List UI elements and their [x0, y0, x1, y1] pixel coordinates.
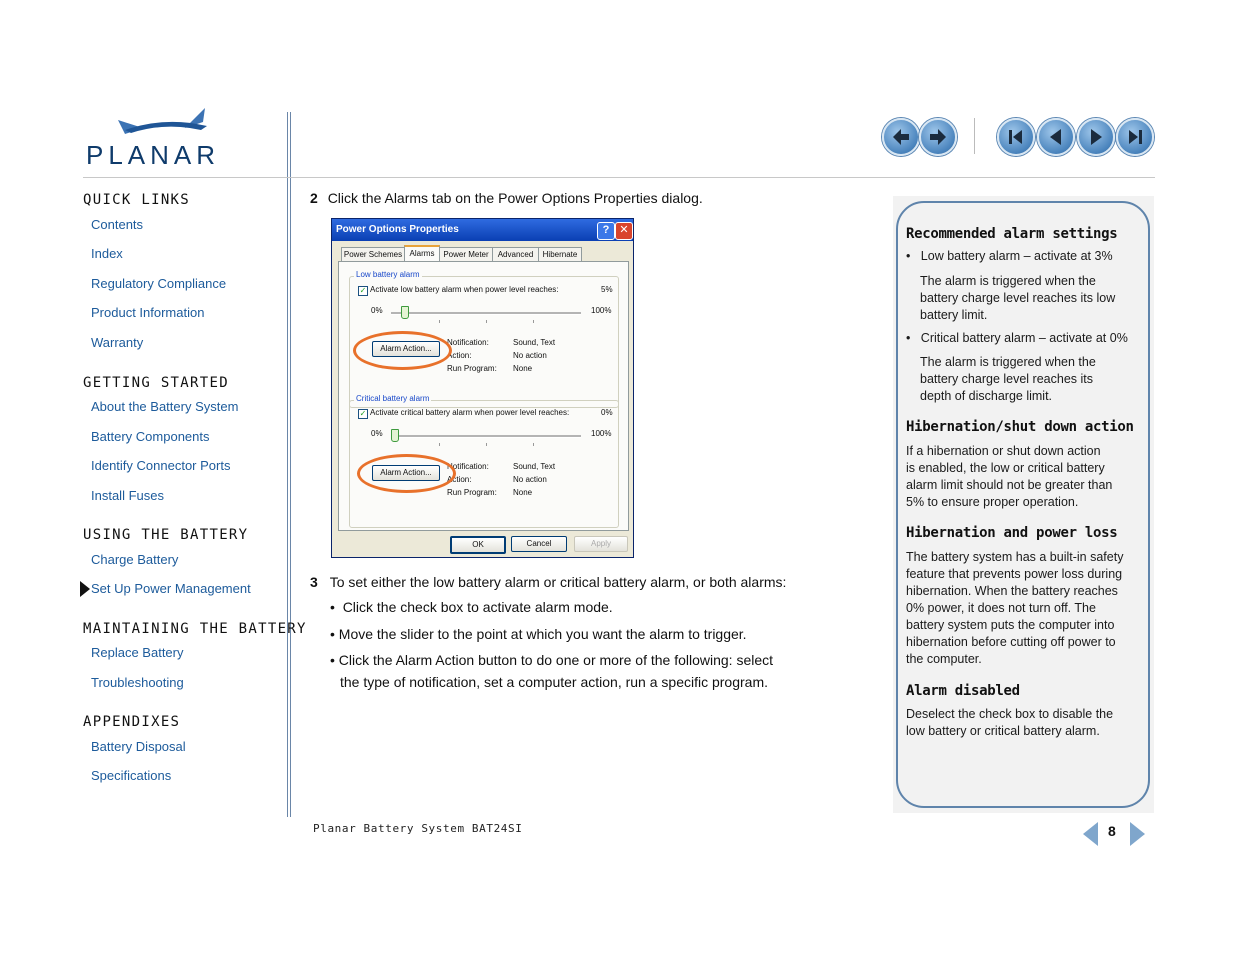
next-page-icon — [1085, 126, 1107, 148]
section-appendixes: APPENDIXES — [83, 714, 181, 730]
low-battery-checkbox: ✓ — [359, 286, 367, 295]
section-using-the-battery: USING THE BATTERY — [83, 527, 249, 543]
step-2-number: 2 — [310, 190, 318, 206]
power-loss-title: Hibernation and power loss — [906, 525, 1118, 541]
previous-page-button[interactable] — [1037, 118, 1075, 156]
critical-battery-slider-thumb — [391, 429, 399, 442]
note-line: Deselect the check box to disable the — [906, 707, 1114, 721]
slider-tick — [486, 443, 487, 446]
recommended-bullet-1-text: Low battery alarm – activate at 3% — [920, 249, 1113, 263]
page-number: 8 — [1108, 823, 1116, 839]
critical-battery-value: 0% — [601, 408, 613, 417]
link-replace-battery[interactable]: Replace Battery — [91, 645, 184, 660]
hibernation-shutdown-title: Hibernation/shut down action — [906, 419, 1134, 435]
low-battery-check-label: Activate low battery alarm when power level reaches: — [370, 285, 559, 294]
link-set-up-power-management[interactable]: Set Up Power Management — [91, 581, 251, 596]
recommended-text-2 — [920, 354, 1156, 405]
note-line: hibernation. When the battery reaches — [906, 584, 1118, 598]
critical-battery-max: 100% — [591, 429, 612, 438]
critical-battery-slider-track — [391, 435, 581, 438]
nav-separator — [974, 118, 975, 154]
alarm-disabled-title: Alarm disabled — [906, 683, 1020, 699]
tab-hibernate: Hibernate — [538, 247, 582, 262]
recommended-settings-title: Recommended alarm settings — [906, 226, 1118, 242]
note-line: hibernation before cutting off power to — [906, 635, 1116, 649]
step-3 — [310, 574, 786, 590]
logo-text: PLANAR — [86, 140, 221, 170]
link-about-battery-system[interactable]: About the Battery System — [91, 399, 239, 414]
link-battery-components[interactable]: Battery Components — [91, 429, 210, 444]
current-page-arrow-icon — [80, 581, 90, 597]
section-maintaining-the-battery: MAINTAINING THE BATTERY — [83, 621, 307, 637]
step-2-text: Click the Alarms tab on the Power Options Properties dialog. — [327, 190, 703, 206]
step-3-text: To set either the low battery alarm or critical battery alarm, or both alarms: — [329, 574, 787, 590]
last-page-button[interactable] — [1116, 118, 1154, 156]
low-battery-slider-track — [391, 312, 581, 315]
critical-action-label: Action: — [447, 475, 472, 484]
note-line: feature that prevents power loss during — [906, 567, 1123, 581]
low-battery-group-label: Low battery alarm — [356, 270, 420, 279]
critical-program-value: None — [513, 488, 533, 497]
link-charge-battery[interactable]: Charge Battery — [91, 552, 179, 567]
forward-button[interactable] — [919, 118, 957, 156]
step-3-bullet-3-cont: the type of notification, set a computer action, run a specific program. — [340, 674, 768, 690]
recommended-bullet-1: • Low battery alarm – activate at 3% — [906, 249, 1113, 263]
slider-tick — [486, 320, 487, 323]
step-3-bullet-2-text: Move the slider to the point at which you want the alarm to trigger. — [338, 626, 747, 642]
alarm-disabled-text — [906, 706, 1142, 740]
critical-alarm-action-button: Alarm Action... — [372, 465, 440, 481]
low-action-value: No action — [513, 351, 547, 360]
low-battery-slider-thumb — [401, 306, 409, 319]
low-battery-max: 100% — [591, 306, 612, 315]
dialog-title: Power Options Properties — [332, 219, 633, 241]
link-regulatory-compliance[interactable]: Regulatory Compliance — [91, 276, 227, 291]
low-notification-value: Sound, Text — [513, 338, 556, 347]
dialog-apply-button: Apply — [574, 536, 628, 552]
first-page-button[interactable] — [997, 118, 1035, 156]
help-title-button: ? — [597, 222, 615, 240]
highlight-ring-critical — [357, 454, 456, 493]
low-program-value: None — [513, 364, 533, 373]
slider-tick — [439, 443, 440, 446]
note-line: 5% to ensure proper operation. — [906, 495, 1079, 509]
forward-icon — [927, 126, 949, 148]
recommended-text-2-line: The alarm is triggered when the — [920, 355, 1096, 369]
note-line: is enabled, the low or critical battery — [906, 461, 1105, 475]
sidebar-divider-inner — [290, 112, 291, 817]
back-icon — [890, 126, 912, 148]
step-3-bullet-3-text: Click the Alarm Action button to do one or more of the following: select — [338, 652, 774, 668]
close-title-button: ✕ — [615, 222, 633, 240]
critical-battery-group-label: Critical battery alarm — [356, 394, 430, 403]
note-line: 0% power, it does not turn off. The — [906, 601, 1096, 615]
low-alarm-action-button: Alarm Action... — [372, 341, 440, 357]
link-troubleshooting[interactable]: Troubleshooting — [91, 675, 184, 690]
recommended-text-1 — [920, 273, 1156, 324]
tab-advanced: Advanced — [492, 247, 539, 262]
tab-power-meter: Power Meter — [439, 247, 493, 262]
recommended-bullet-2: • Critical battery alarm – activate at 0% — [906, 331, 1128, 345]
critical-action-value: No action — [513, 475, 547, 484]
step-3-number: 3 — [310, 574, 318, 590]
note-line: the computer. — [906, 652, 982, 666]
link-index[interactable]: Index — [91, 246, 123, 261]
critical-battery-check-label: Activate critical battery alarm when power level reaches: — [370, 408, 570, 417]
link-contents[interactable]: Contents — [91, 217, 144, 232]
previous-page-icon — [1045, 126, 1067, 148]
recommended-text-1-line: battery limit. — [920, 308, 988, 322]
tab-alarms: Alarms — [404, 245, 440, 263]
dialog-cancel-button: Cancel — [511, 536, 567, 552]
last-page-icon — [1124, 126, 1146, 148]
low-program-label: Run Program: — [447, 364, 497, 373]
critical-program-label: Run Program: — [447, 488, 497, 497]
step-3-bullet-1-text: Click the check box to activate alarm mode. — [342, 599, 613, 615]
dialog-ok-button: OK — [450, 536, 506, 554]
low-notification-label: Notification: — [447, 338, 489, 347]
note-line: battery system puts the computer into — [906, 618, 1115, 632]
low-battery-min: 0% — [371, 306, 383, 315]
critical-notification-value: Sound, Text — [513, 462, 556, 471]
recommended-bullet-2-text: Critical battery alarm – activate at 0% — [920, 331, 1128, 345]
slider-tick — [439, 320, 440, 323]
power-loss-text — [906, 549, 1142, 668]
recommended-text-2-line: battery charge level reaches its — [920, 372, 1094, 386]
section-getting-started: GETTING STARTED — [83, 375, 229, 391]
next-page-arrow-icon[interactable] — [1130, 822, 1145, 846]
step-3-bullet-1: • Click the check box to activate alarm mode. — [330, 599, 613, 615]
step-3-bullet-2: • Move the slider to the point at which you want the alarm to trigger. — [330, 626, 747, 642]
step-3-bullet-3: • Click the Alarm Action button to do one or more of the following: select — [330, 652, 774, 668]
hibernation-shutdown-text — [906, 443, 1142, 511]
link-warranty[interactable]: Warranty — [91, 335, 144, 350]
link-identify-connector-ports[interactable]: Identify Connector Ports — [91, 458, 231, 473]
note-line: alarm limit should not be greater than — [906, 478, 1113, 492]
note-line: If a hibernation or shut down action — [906, 444, 1101, 458]
footer-doc-title: Planar Battery System BAT24SI — [313, 822, 523, 835]
prev-page-arrow-icon[interactable] — [1083, 822, 1098, 846]
first-page-icon — [1005, 126, 1027, 148]
header-rule — [83, 177, 1155, 178]
low-action-label: Action: — [447, 351, 472, 360]
tab-power-schemes: Power Schemes — [341, 247, 405, 262]
power-options-dialog-screenshot — [331, 218, 634, 558]
section-quick-links: QUICK LINKS — [83, 192, 191, 208]
critical-battery-min: 0% — [371, 429, 383, 438]
recommended-text-1-line: The alarm is triggered when the — [920, 274, 1096, 288]
link-product-information[interactable]: Product Information — [91, 305, 205, 320]
slider-tick — [533, 443, 534, 446]
critical-battery-checkbox: ✓ — [359, 409, 367, 418]
low-battery-value: 5% — [601, 285, 613, 294]
link-install-fuses[interactable]: Install Fuses — [91, 488, 164, 503]
link-specifications[interactable]: Specifications — [91, 768, 172, 783]
note-line: low battery or critical battery alarm. — [906, 724, 1100, 738]
sidebar-divider — [287, 112, 288, 817]
slider-tick — [533, 320, 534, 323]
note-line: The battery system has a built-in safety — [906, 550, 1124, 564]
step-2 — [310, 190, 703, 206]
highlight-ring-low — [353, 331, 452, 370]
critical-notification-label: Notification: — [447, 462, 489, 471]
link-battery-disposal[interactable]: Battery Disposal — [91, 739, 186, 754]
recommended-text-1-line: battery charge level reaches its low — [920, 291, 1116, 305]
next-page-button[interactable] — [1077, 118, 1115, 156]
recommended-text-2-line: depth of discharge limit. — [920, 389, 1053, 403]
back-button[interactable] — [882, 118, 920, 156]
